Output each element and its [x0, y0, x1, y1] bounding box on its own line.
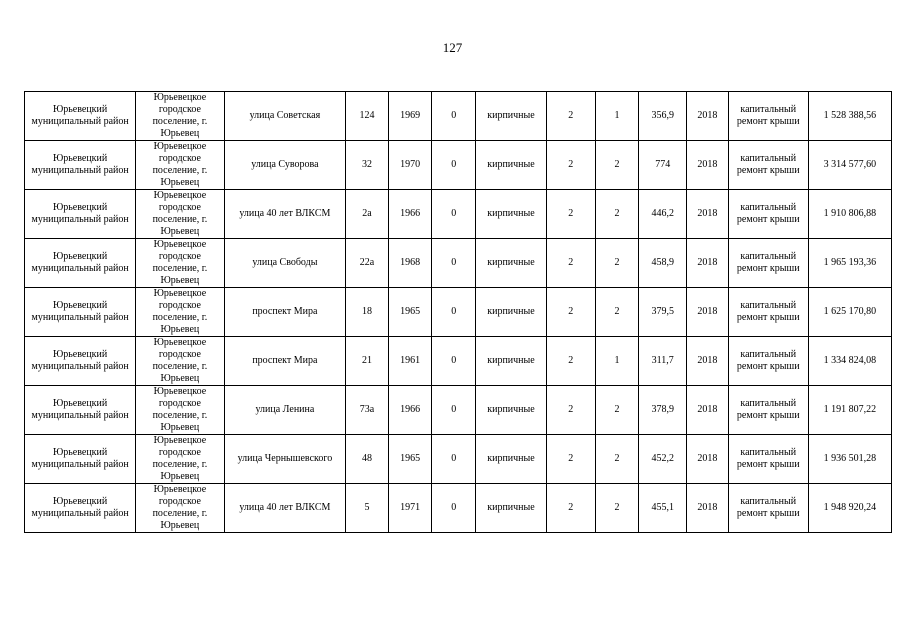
street-cell: улица 40 лет ВЛКСМ — [224, 484, 346, 533]
area-cell: 455,1 — [639, 484, 687, 533]
zero-value-cell: 0 — [432, 337, 476, 386]
count-a-cell: 2 — [546, 239, 595, 288]
district-cell: Юрьевецкий муниципальный район — [25, 337, 136, 386]
area-cell: 458,9 — [639, 239, 687, 288]
area-cell: 774 — [639, 141, 687, 190]
wall-material-cell: кирпичные — [476, 386, 547, 435]
wall-material-cell: кирпичные — [476, 190, 547, 239]
street-cell: улица Суворова — [224, 141, 346, 190]
work-type-cell: капитальный ремонт крыши — [728, 288, 808, 337]
house-number-cell: 73а — [346, 386, 389, 435]
house-number-cell: 124 — [346, 92, 389, 141]
cost-cell: 1 528 388,56 — [808, 92, 891, 141]
cost-cell: 3 314 577,60 — [808, 141, 891, 190]
count-b-cell: 2 — [595, 484, 639, 533]
cost-cell: 1 625 170,80 — [808, 288, 891, 337]
area-cell: 378,9 — [639, 386, 687, 435]
work-type-cell: капитальный ремонт крыши — [728, 337, 808, 386]
count-a-cell: 2 — [546, 190, 595, 239]
plan-year-cell: 2018 — [687, 484, 729, 533]
district-cell: Юрьевецкий муниципальный район — [25, 141, 136, 190]
cost-cell: 1 910 806,88 — [808, 190, 891, 239]
capital-repair-table — [24, 91, 892, 533]
zero-value-cell: 0 — [432, 141, 476, 190]
table-row — [25, 435, 892, 484]
wall-material-cell: кирпичные — [476, 92, 547, 141]
district-cell: Юрьевецкий муниципальный район — [25, 386, 136, 435]
wall-material-cell: кирпичные — [476, 435, 547, 484]
work-type-cell: капитальный ремонт крыши — [728, 484, 808, 533]
settlement-cell: Юрьевецкое городское поселение, г. Юрьевец — [136, 92, 224, 141]
street-cell: улица Советская — [224, 92, 346, 141]
area-cell: 452,2 — [639, 435, 687, 484]
district-cell: Юрьевецкий муниципальный район — [25, 190, 136, 239]
count-b-cell: 1 — [595, 337, 639, 386]
area-cell: 311,7 — [639, 337, 687, 386]
area-cell: 446,2 — [639, 190, 687, 239]
count-a-cell: 2 — [546, 337, 595, 386]
street-cell: улица Свободы — [224, 239, 346, 288]
build-year-cell: 1961 — [388, 337, 432, 386]
build-year-cell: 1966 — [388, 190, 432, 239]
zero-value-cell: 0 — [432, 435, 476, 484]
build-year-cell: 1969 — [388, 92, 432, 141]
table-row — [25, 288, 892, 337]
count-b-cell: 2 — [595, 239, 639, 288]
settlement-cell: Юрьевецкое городское поселение, г. Юрьевец — [136, 239, 224, 288]
cost-cell: 1 191 807,22 — [808, 386, 891, 435]
wall-material-cell: кирпичные — [476, 141, 547, 190]
build-year-cell: 1970 — [388, 141, 432, 190]
settlement-cell: Юрьевецкое городское поселение, г. Юрьевец — [136, 484, 224, 533]
table-row — [25, 484, 892, 533]
house-number-cell: 32 — [346, 141, 389, 190]
build-year-cell: 1971 — [388, 484, 432, 533]
house-number-cell: 18 — [346, 288, 389, 337]
count-a-cell: 2 — [546, 141, 595, 190]
district-cell: Юрьевецкий муниципальный район — [25, 239, 136, 288]
work-type-cell: капитальный ремонт крыши — [728, 239, 808, 288]
cost-cell: 1 948 920,24 — [808, 484, 891, 533]
plan-year-cell: 2018 — [687, 190, 729, 239]
district-cell: Юрьевецкий муниципальный район — [25, 435, 136, 484]
count-a-cell: 2 — [546, 288, 595, 337]
table-row — [25, 141, 892, 190]
zero-value-cell: 0 — [432, 190, 476, 239]
table-row — [25, 337, 892, 386]
zero-value-cell: 0 — [432, 288, 476, 337]
street-cell: улица Чернышевского — [224, 435, 346, 484]
table-row — [25, 190, 892, 239]
work-type-cell: капитальный ремонт крыши — [728, 386, 808, 435]
house-number-cell: 48 — [346, 435, 389, 484]
house-number-cell: 21 — [346, 337, 389, 386]
plan-year-cell: 2018 — [687, 288, 729, 337]
area-cell: 379,5 — [639, 288, 687, 337]
work-type-cell: капитальный ремонт крыши — [728, 92, 808, 141]
settlement-cell: Юрьевецкое городское поселение, г. Юрьевец — [136, 435, 224, 484]
plan-year-cell: 2018 — [687, 435, 729, 484]
settlement-cell: Юрьевецкое городское поселение, г. Юрьевец — [136, 190, 224, 239]
count-a-cell: 2 — [546, 386, 595, 435]
plan-year-cell: 2018 — [687, 337, 729, 386]
count-a-cell: 2 — [546, 435, 595, 484]
settlement-cell: Юрьевецкое городское поселение, г. Юрьевец — [136, 386, 224, 435]
count-a-cell: 2 — [546, 92, 595, 141]
count-b-cell: 2 — [595, 386, 639, 435]
area-cell: 356,9 — [639, 92, 687, 141]
wall-material-cell: кирпичные — [476, 288, 547, 337]
count-b-cell: 1 — [595, 92, 639, 141]
cost-cell: 1 965 193,36 — [808, 239, 891, 288]
plan-year-cell: 2018 — [687, 92, 729, 141]
cost-cell: 1 334 824,08 — [808, 337, 891, 386]
house-number-cell: 2а — [346, 190, 389, 239]
wall-material-cell: кирпичные — [476, 484, 547, 533]
count-b-cell: 2 — [595, 435, 639, 484]
zero-value-cell: 0 — [432, 484, 476, 533]
cost-cell: 1 936 501,28 — [808, 435, 891, 484]
plan-year-cell: 2018 — [687, 239, 729, 288]
count-a-cell: 2 — [546, 484, 595, 533]
zero-value-cell: 0 — [432, 239, 476, 288]
house-number-cell: 5 — [346, 484, 389, 533]
settlement-cell: Юрьевецкое городское поселение, г. Юрьевец — [136, 141, 224, 190]
work-type-cell: капитальный ремонт крыши — [728, 141, 808, 190]
wall-material-cell: кирпичные — [476, 337, 547, 386]
zero-value-cell: 0 — [432, 386, 476, 435]
street-cell: проспект Мира — [224, 337, 346, 386]
street-cell: проспект Мира — [224, 288, 346, 337]
count-b-cell: 2 — [595, 190, 639, 239]
district-cell: Юрьевецкий муниципальный район — [25, 92, 136, 141]
settlement-cell: Юрьевецкое городское поселение, г. Юрьевец — [136, 337, 224, 386]
wall-material-cell: кирпичные — [476, 239, 547, 288]
work-type-cell: капитальный ремонт крыши — [728, 435, 808, 484]
table-row — [25, 386, 892, 435]
build-year-cell: 1968 — [388, 239, 432, 288]
house-number-cell: 22а — [346, 239, 389, 288]
build-year-cell: 1965 — [388, 288, 432, 337]
count-b-cell: 2 — [595, 141, 639, 190]
street-cell: улица 40 лет ВЛКСМ — [224, 190, 346, 239]
page-number: 127 — [442, 40, 463, 55]
district-cell: Юрьевецкий муниципальный район — [25, 484, 136, 533]
street-cell: улица Ленина — [224, 386, 346, 435]
settlement-cell: Юрьевецкое городское поселение, г. Юрьевец — [136, 288, 224, 337]
build-year-cell: 1965 — [388, 435, 432, 484]
work-type-cell: капитальный ремонт крыши — [728, 190, 808, 239]
build-year-cell: 1966 — [388, 386, 432, 435]
plan-year-cell: 2018 — [687, 386, 729, 435]
table-row — [25, 92, 892, 141]
district-cell: Юрьевецкий муниципальный район — [25, 288, 136, 337]
zero-value-cell: 0 — [432, 92, 476, 141]
table-row — [25, 239, 892, 288]
plan-year-cell: 2018 — [687, 141, 729, 190]
count-b-cell: 2 — [595, 288, 639, 337]
